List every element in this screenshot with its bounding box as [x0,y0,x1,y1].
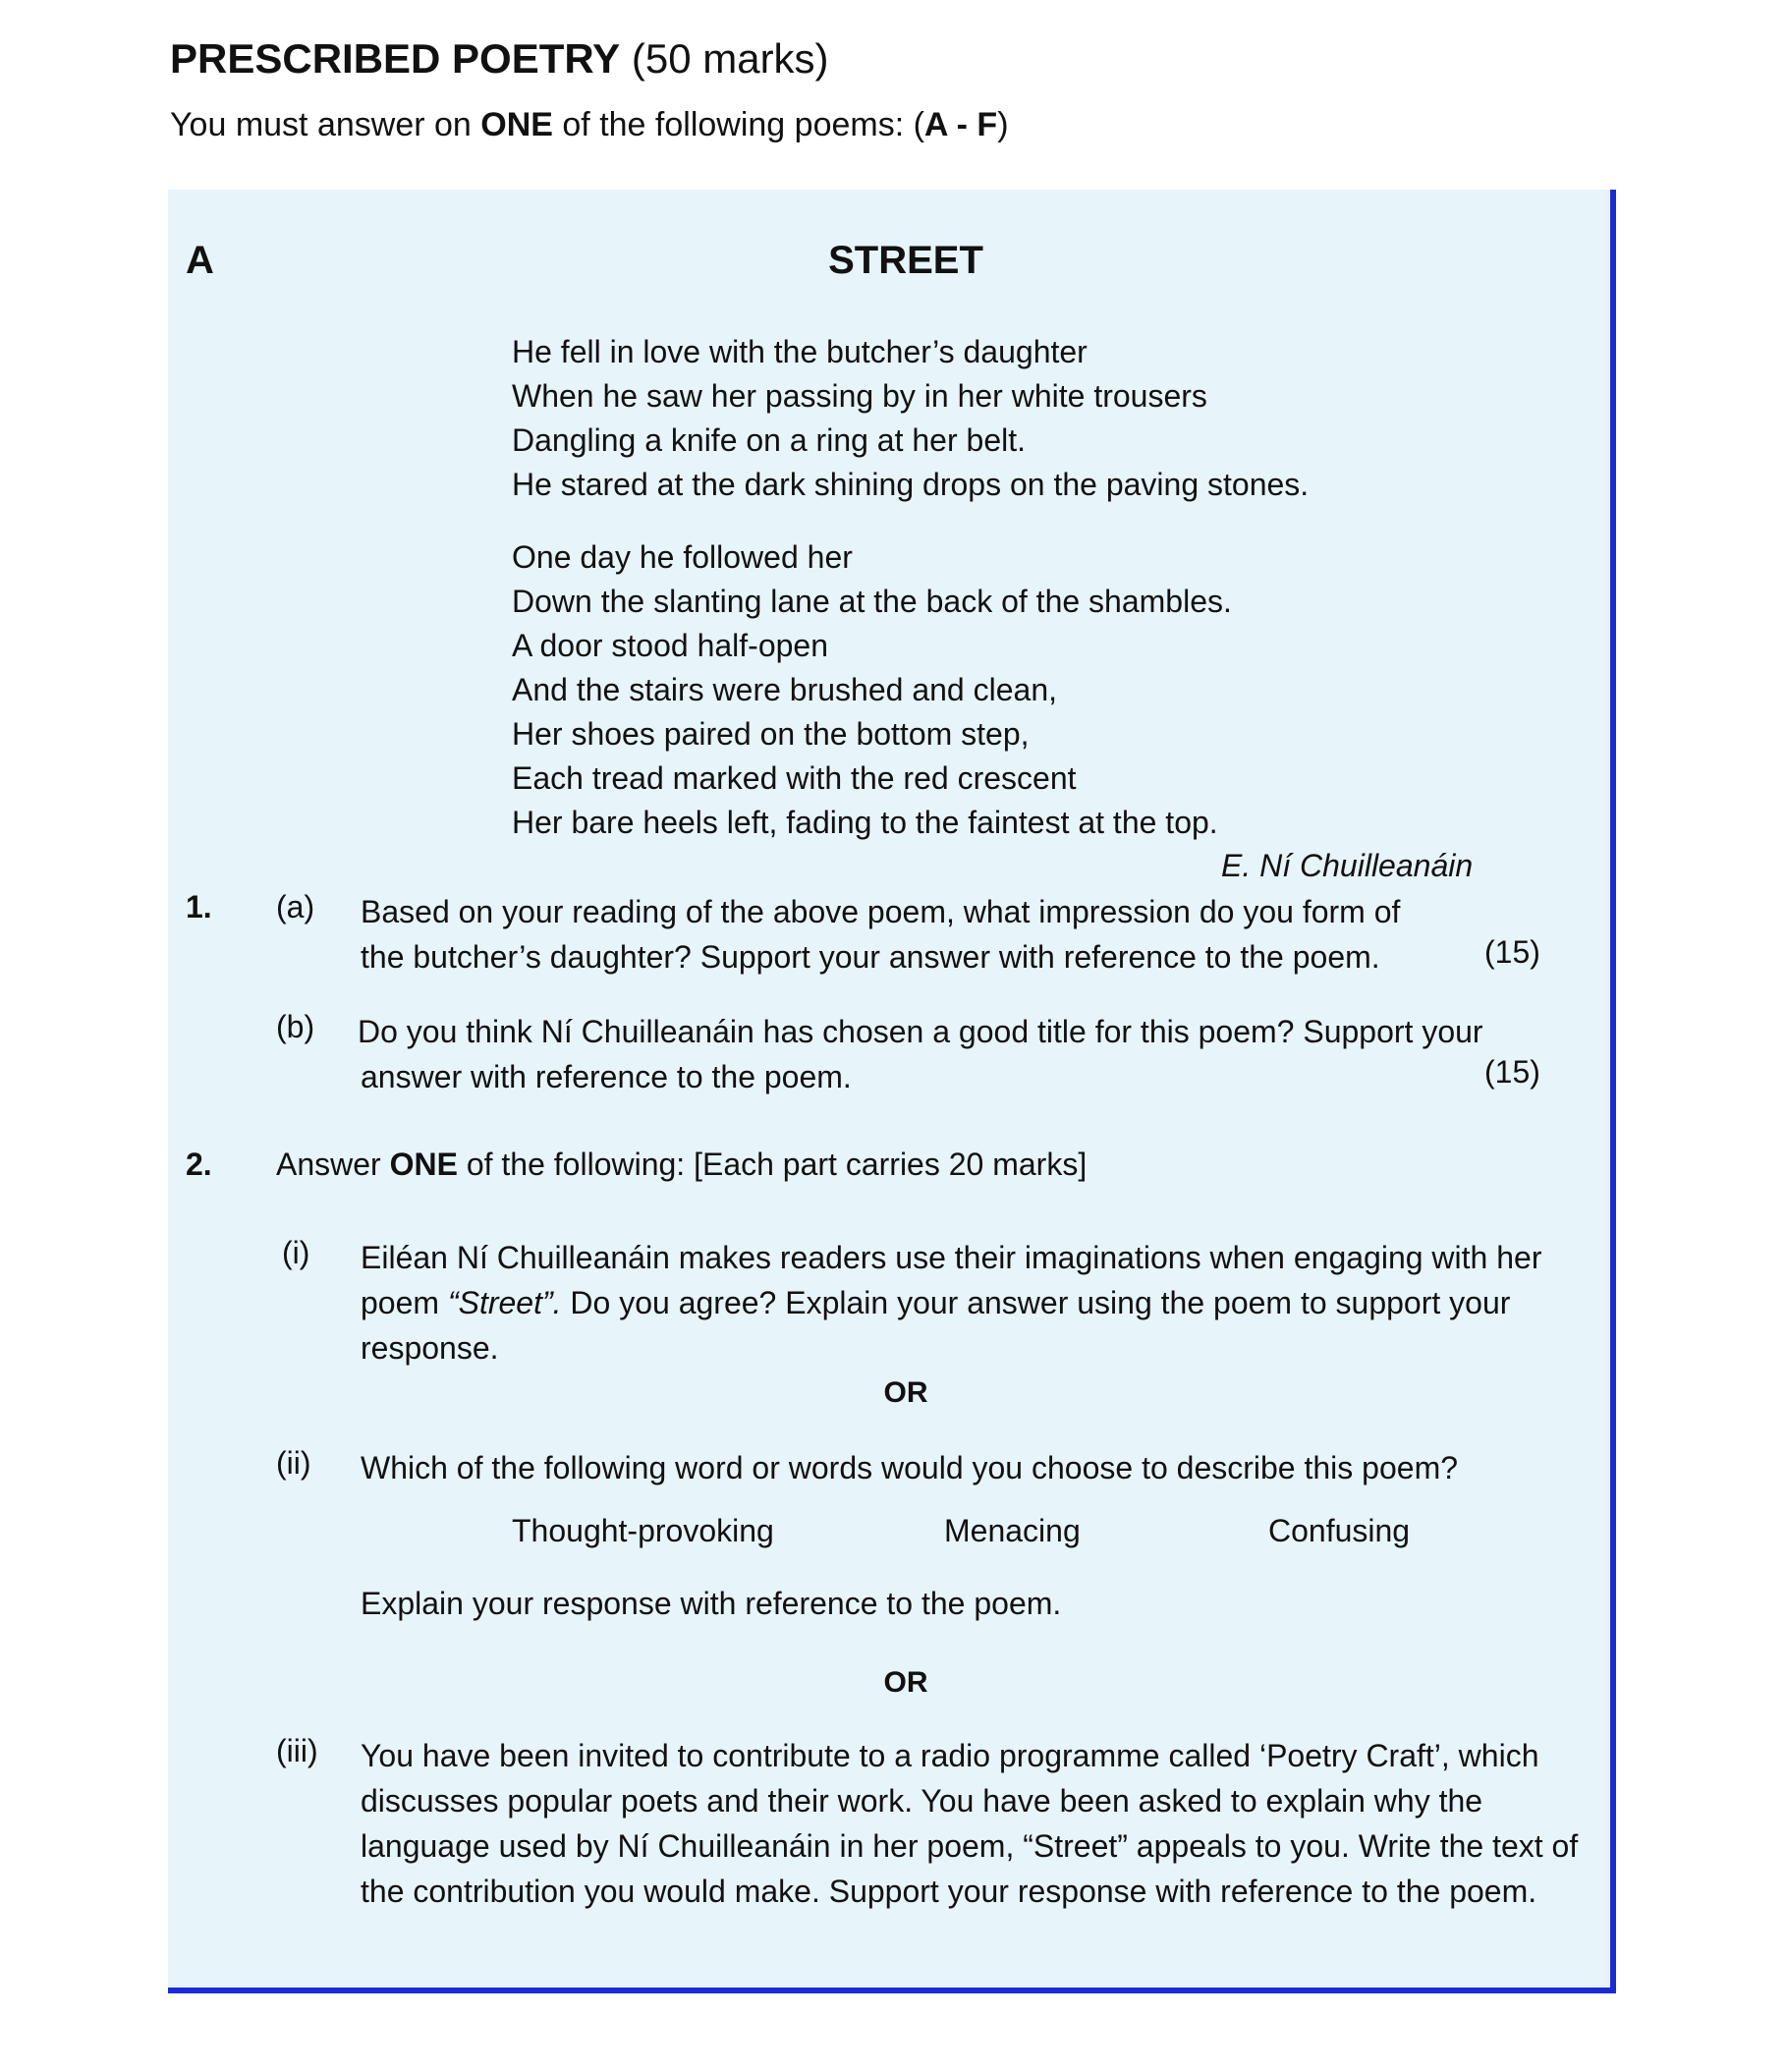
poem-line: He stared at the dark shining drops on the paving stones. [512,467,1310,502]
part-label-a: (a) [276,889,315,924]
poem-line: A door stood half-open [512,628,829,663]
poem-title: STREET [828,239,983,282]
instruction-text: of the following poems: ( [552,106,924,143]
part-label-b: (b) [276,1009,315,1044]
instruction-range: A - F [923,106,998,143]
marks-1a: (15) [1484,934,1540,970]
marks-1b: (15) [1484,1054,1540,1090]
question-2i-text-start: Eiléan Ní Chuilleanáin makes readers use their imaginations when engaging with her poem [361,1240,1542,1320]
instruction-text: ) [997,106,1009,143]
question-2ii-followup: Explain your response with reference to the poem. [361,1586,1062,1621]
instruction-emphasis: ONE [480,106,553,143]
word-option: Thought-provoking [512,1513,774,1548]
poem-author: E. Ní Chuilleanáin [1221,848,1474,883]
question-number-2: 2. [186,1147,212,1182]
or-divider-1: OR [883,1376,928,1409]
poem-line: Her bare heels left, fading to the faintest at the top. [512,805,1218,840]
poem-line: Her shoes paired on the bottom step, [512,716,1030,752]
part-label-ii: (ii) [276,1445,311,1481]
poem-stanza-1 [512,330,1309,507]
question-2-intro [276,1147,1087,1183]
question-1b-line-2: answer with reference to the poem. [361,1059,852,1094]
instruction [170,106,1009,144]
question-1b-line-1: Do you think Ní Chuilleanáin has chosen a good title for this poem? Support your [358,1014,1483,1049]
page-title-marks: (50 marks) [620,35,829,82]
page-title-bold: PRESCRIBED POETRY [170,35,621,82]
question-1a-line-2: the butcher’s daughter? Support your answer with reference to the poem. [361,939,1380,975]
word-option: Menacing [944,1513,1081,1548]
question-2i-text [361,1235,1589,1371]
instruction-text: You must answer on [170,106,481,143]
poem-line: Dangling a knife on a ring at her belt. [512,422,1026,458]
poem-title-reference: “Street”. [447,1285,562,1320]
question-panel [168,190,1616,1993]
or-divider-2: OR [883,1666,928,1699]
poem-line: Down the slanting lane at the back of the shambles. [512,584,1232,619]
page-title [170,35,829,83]
part-label-iii: (iii) [276,1733,318,1768]
question-1a-line-1: Based on your reading of the above poem, what impression do you form of [361,894,1401,929]
poem-line: He fell in love with the butcher’s daughter [512,334,1088,369]
question-number-1: 1. [186,889,212,924]
poem-line: When he saw her passing by in her white trousers [512,378,1207,414]
question-2iii-text: You have been invited to contribute to a radio programme called ‘Poetry Craft’, which discusses popular poets and their work. You have been asked to explain why the language used by Ní Chuilleanáin in her poem, “Street” appeals to you. Write the text of the contribution you would make. Support your response with reference to the poem. [361,1738,1579,1909]
intro-text: of the following: [Each part carries 20 marks] [457,1147,1088,1182]
part-label-i: (i) [282,1235,310,1270]
poem-line: And the stairs were brushed and clean, [512,672,1057,707]
section-letter: A [186,239,214,282]
word-option: Confusing [1268,1513,1411,1548]
question-2i-text-end: Do you agree? Explain your answer using the poem to support your response. [361,1285,1511,1366]
poem-line: Each tread marked with the red crescent [512,760,1077,796]
question-2ii-text: Which of the following word or words would you choose to describe this poem? [361,1450,1459,1485]
poem-stanza-2 [512,535,1232,845]
intro-emphasis: ONE [389,1147,458,1182]
intro-text: Answer [276,1147,390,1182]
poem-line: One day he followed her [512,539,853,575]
